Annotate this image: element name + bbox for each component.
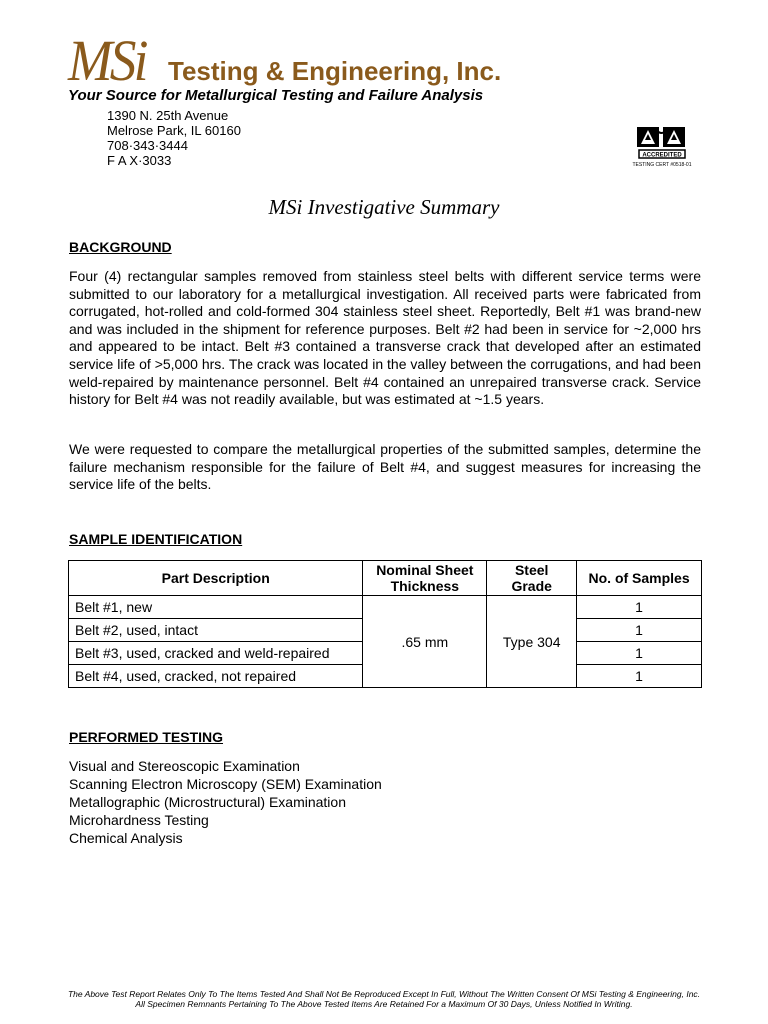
background-paragraph-1: Four (4) rectangular samples removed from stainless steel belts with different service terms were submitted to our laboratory for a metallurgical investigation. All received parts were fabricated from corrugated, hot-rolled and cold-formed 304 stainless steel sheet. Reportedly, Belt #1 was brand-new and was included in the shipment for reference purposes. Belt #2 had been in service for ~2,000 hrs and appeared to be intact. Belt #3 contained a transverse crack that developed after an estimated service life of >5,000 hrs. The crack was located in the valley between the corrugations, and had been weld-repaired by maintenance personnel. Belt #4 contained an unrepaired transverse crack. Service history for Belt #4 was not readily available, but was estimated at ~1.5 years. — [69, 268, 701, 408]
performed-testing-heading: PERFORMED TESTING — [69, 729, 224, 745]
steel-grade-cell: Type 304 — [487, 596, 577, 688]
column-header: Nominal Sheet Thickness — [363, 561, 487, 596]
address-city: Melrose Park, IL 60160 — [107, 123, 241, 138]
testing-cert-number: TESTING CERT #0518-01 — [632, 162, 692, 168]
table-row — [69, 596, 702, 619]
table-header-row — [69, 561, 702, 596]
accreditation-block — [622, 126, 702, 169]
thickness-cell: .65 mm — [363, 596, 487, 688]
company-address — [107, 108, 241, 168]
footer-disclaimer-line-2: All Specimen Remnants Pertaining To The Above Tested Items Are Retained For a Maximum Of 30 Days, Unless Notified In Writing. — [135, 999, 633, 1009]
part-description-cell: Belt #3, used, cracked and weld-repaired — [69, 642, 363, 665]
company-tagline: Your Source for Metallurgical Testing and Failure Analysis — [68, 87, 484, 104]
part-description-cell: Belt #4, used, cracked, not repaired — [69, 665, 363, 688]
address-fax: F A X·3033 — [107, 153, 172, 168]
list-item: Visual and Stereoscopic Examination — [69, 758, 300, 774]
address-street: 1390 N. 25th Avenue — [107, 108, 229, 123]
sample-count-cell: 1 — [577, 596, 702, 619]
list-item: Scanning Electron Microscopy (SEM) Examination — [69, 776, 382, 792]
sample-table — [68, 560, 702, 688]
a2la-accreditation-icon — [636, 126, 688, 160]
column-header: Steel Grade — [487, 561, 577, 596]
report-footer — [0, 989, 768, 1009]
footer-disclaimer-line-1: The Above Test Report Relates Only To The Items Tested And Shall Not Be Reproduced Except In Full, Without The Written Consent Of MSi Testing & Engineering, Inc. — [67, 989, 701, 999]
sample-identification-heading: SAMPLE IDENTIFICATION — [69, 531, 243, 547]
sample-count-cell: 1 — [577, 642, 702, 665]
sample-count-cell: 1 — [577, 665, 702, 688]
background-heading: BACKGROUND — [69, 239, 172, 255]
column-header: Part Description — [69, 561, 363, 596]
accredited-badge-label: ACCREDITED — [642, 152, 682, 159]
part-description-cell: Belt #2, used, intact — [69, 619, 363, 642]
address-phone: 708·343·3444 — [107, 138, 188, 153]
company-logo: MSi — [68, 28, 146, 93]
company-name: Testing & Engineering, Inc. — [168, 56, 502, 86]
background-paragraph-2: We were requested to compare the metallurgical properties of the submitted samples, determine the failure mechanism responsible for the failure of Belt #4, and suggest measures for increasing the service life of the belts. — [69, 441, 701, 493]
performed-testing-list — [69, 757, 382, 847]
list-item: Chemical Analysis — [69, 830, 183, 846]
document-title: MSi Investigative Summary — [268, 195, 500, 219]
part-description-cell: Belt #1, new — [69, 596, 363, 619]
sample-count-cell: 1 — [577, 619, 702, 642]
list-item: Metallographic (Microstructural) Examination — [69, 794, 346, 810]
column-header: No. of Samples — [577, 561, 702, 596]
list-item: Microhardness Testing — [69, 812, 209, 828]
